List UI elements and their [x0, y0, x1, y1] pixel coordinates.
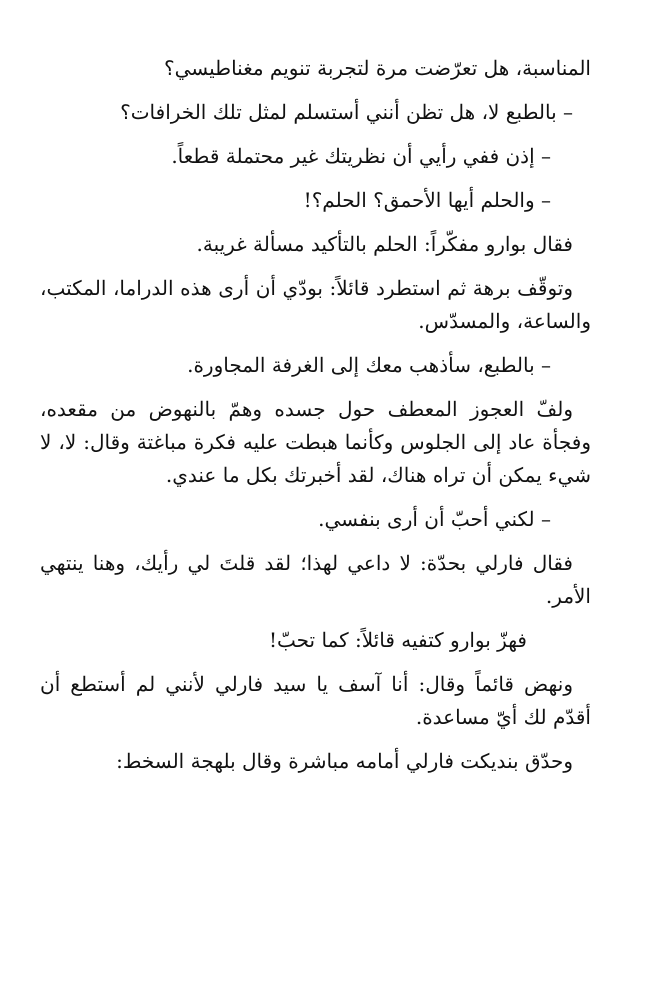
paragraph-narration: ونهض قائماً وقال: أنا آسف يا سيد فارلي لأنني لم أستطع أن أقدّم لك أيّ مساعدة.	[40, 672, 591, 729]
paragraph-narration: فقال بوارو مفكّراً: الحلم بالتأكيد مسألة غريبة.	[196, 232, 573, 256]
paragraph-narration: فهزّ بوارو كتفيه قائلاً: كما تحبّ!	[268, 628, 527, 652]
book-page	[40, 52, 591, 789]
paragraph-dialog-line: – لكني أحبّ أن أرى بنفسي.	[318, 507, 551, 531]
paragraph-dialog-line: – بالطبع، سأذهب معك إلى الغرفة المجاورة.	[187, 353, 551, 377]
paragraph-continuation: المناسبة، هل تعرّضت مرة لتجربة تنويم مغناطيسي؟	[164, 56, 591, 80]
paragraph-narration: وتوقّف برهة ثم استطرد قائلاً: بودّي أن أرى هذه الدراما، المكتب، والساعة، والمسدّس.	[40, 276, 591, 333]
paragraph-dialog-line: – إذن ففي رأيي أن نظريتك غير محتملة قطعاً.	[171, 144, 551, 168]
paragraph-dialog-line: – والحلم أيها الأحمق؟ الحلم؟!	[303, 188, 551, 212]
paragraph-narration: ولفّ العجوز المعطف حول جسده وهمّ بالنهوض من مقعده، وفجأة عاد إلى الجلوس وكأنما هبطت عليه فكرة مباغتة وقال: لا، لا شيء يمكن أن تراه هناك، لقد أخبرتك بكل ما عندي.	[40, 397, 591, 487]
paragraph-narration: فقال فارلي بحدّة: لا داعي لهذا؛ لقد قلتَ لي رأيك، وهنا ينتهي الأمر.	[40, 551, 591, 608]
paragraph-narration: وحدّق بنديكت فارلي أمامه مباشرة وقال بلهجة السخط:	[116, 749, 573, 773]
paragraph-dialog-line: – بالطبع لا، هل تظن أنني أستسلم لمثل تلك الخرافات؟	[120, 100, 573, 124]
